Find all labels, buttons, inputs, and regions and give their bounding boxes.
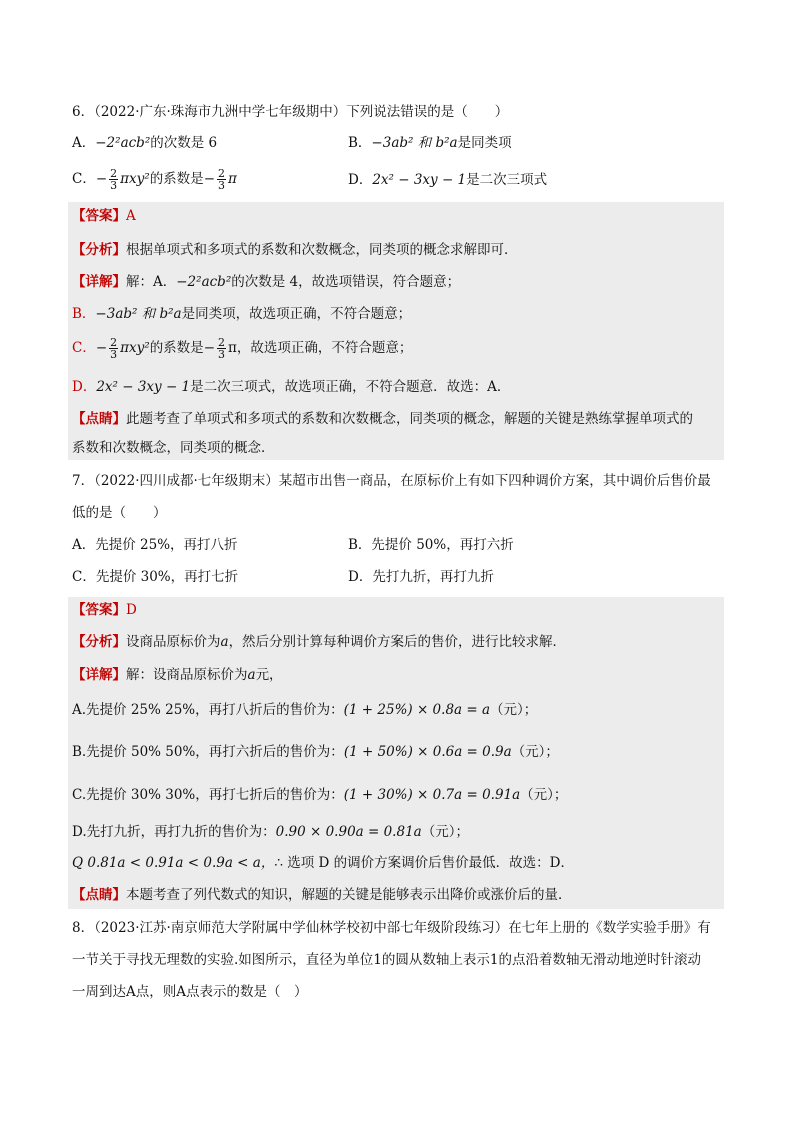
analysis-text: 根据单项式和多项式的系数和次数概念，同类项的概念求解即可．: [126, 242, 518, 258]
q6-option-d-text: 是二次三项式: [466, 172, 548, 188]
q6-option-c-expr: πxy²: [120, 171, 150, 187]
detail-tag: 【详解】: [72, 274, 126, 290]
q6-detail-1: [72, 272, 460, 292]
calc-text: D.先打九折，再打九折的售价为：: [72, 824, 276, 840]
calc-text: （元）；: [421, 824, 469, 840]
q6-option-c-minus: −: [95, 171, 108, 187]
q6-option-a: [72, 133, 217, 153]
q6-option-d: [348, 170, 547, 190]
q6-option-c-text: 的系数是: [149, 171, 204, 187]
q6-detail-4: [72, 377, 510, 397]
q7-option-b: B．先提价 50%，再打六折: [348, 537, 514, 553]
detail-letter: D．: [72, 379, 97, 395]
q8-stem-2: 一节关于寻找无理数的实验.如图所示，直径为单位1的圆从数轴上表示1的点沿着数轴无滑动地逆时针滚动: [72, 952, 701, 968]
calc-text: B.先提价 50% 50%，再打六折后的售价为：: [72, 744, 344, 760]
q7-option-d: D．先打九折，再打九折: [348, 569, 494, 585]
q6-analysis: [72, 240, 518, 260]
q6-option-a-letter: A．: [72, 135, 96, 151]
q7-option-c: C．先提价 30%，再打七折: [72, 569, 239, 585]
analysis-tag: 【分析】: [72, 242, 126, 258]
comment-tag: 【点睛】: [72, 411, 126, 427]
q7-comment: [72, 885, 572, 905]
q8-stem-1: 8．（2023·江苏·南京师范大学附属中学仙林学校初中部七年级阶段练习）在七年上册的《数学实验手册》有: [72, 920, 711, 936]
fraction-numerator: 2: [110, 336, 118, 349]
detail-expr: −3ab² 和 b²a: [95, 306, 182, 322]
detail-text: 元，: [255, 667, 283, 683]
calc-expr: (1 + 30%) × 0.7a = 0.91a: [343, 787, 521, 803]
comment-tag: 【点睛】: [72, 887, 126, 903]
detail-expr: πxy²: [120, 340, 150, 356]
calc-text: C.先提价 30% 30%，再打七折后的售价为：: [72, 787, 344, 803]
detail-expr: 2x² − 3xy − 1: [96, 379, 191, 395]
q7-line-b: [72, 742, 559, 762]
conclusion-text: ∴ 选项 D 的调价方案调价后售价最低．故选：D．: [274, 855, 574, 871]
q7-conclusion: [72, 853, 574, 873]
detail-expr: −2²acb²: [176, 274, 232, 290]
q6-option-a-text: 的次数是 6: [150, 135, 218, 151]
detail-letter: C．: [72, 340, 96, 356]
q6-comment-1: [72, 409, 693, 429]
q6-option-c: [72, 168, 237, 191]
calc-text: （元）；: [490, 702, 538, 718]
answer-value: A: [126, 208, 136, 224]
calc-text: A.先提价 25% 25%，再打八折后的售价为：: [72, 702, 344, 718]
q7-line-d: [72, 822, 469, 842]
q7-line-a: [72, 700, 537, 720]
fraction-denominator: 3: [110, 348, 118, 361]
q6-option-c-minus2: −: [203, 171, 215, 187]
q6-option-b-expr: −3ab² 和 b²a: [371, 135, 458, 151]
detail-var: a: [247, 667, 256, 683]
detail-text: 是二次三项式，故选项正确，不符合题意．故选：A．: [190, 379, 511, 395]
analysis-tag: 【分析】: [72, 634, 126, 650]
conclusion-expr: Q 0.81a < 0.91a < 0.9a < a，: [72, 855, 275, 871]
q6-option-b-letter: B．: [348, 135, 372, 151]
calc-expr: (1 + 50%) × 0.6a = 0.9a: [343, 744, 512, 760]
q7-detail: [72, 665, 283, 685]
calc-text: （元）；: [511, 744, 559, 760]
detail-text: π，故选项正确，不符合题意；: [228, 340, 413, 356]
answer-tag: 【答案】: [72, 602, 126, 618]
q7-analysis: [72, 632, 566, 652]
q7-answer: [72, 600, 137, 620]
detail-text: 解：设商品原标价为: [126, 667, 248, 683]
detail-text: 解：A．: [126, 274, 177, 290]
q6-option-b-text: 是同类项: [457, 135, 512, 151]
detail-text: 的系数是: [149, 340, 204, 356]
detail-fraction2: [217, 337, 226, 360]
detail-minus: −: [95, 340, 108, 356]
q6-option-c-pi: π: [228, 171, 237, 187]
q6-detail-3: [72, 337, 412, 360]
q6-option-d-expr: 2x² − 3xy − 1: [372, 172, 467, 188]
comment-text: 本题考查了列代数式的知识，解题的关键是能够表示出降价或涨价后的量．: [126, 887, 572, 903]
detail-text: 的次数是 4，故选项错误，符合题意；: [231, 274, 461, 290]
detail-minus: −: [203, 340, 215, 356]
q6-option-d-letter: D．: [348, 172, 373, 188]
analysis-text: 设商品原标价为: [126, 634, 221, 650]
q7-option-a: A．先提价 25%，再打八折: [72, 537, 238, 553]
q6-option-c-fraction2: [217, 168, 226, 191]
q6-comment-2: 系数和次数概念，同类项的概念．: [72, 440, 275, 456]
detail-letter: B．: [72, 306, 96, 322]
fraction-numerator: 2: [218, 336, 225, 349]
q6-detail-2: [72, 304, 411, 324]
q7-line-c: [72, 785, 567, 805]
answer-tag: 【答案】: [72, 208, 126, 224]
fraction-numerator: 2: [110, 167, 118, 180]
detail-fraction: [109, 337, 118, 360]
calc-expr: (1 + 25%) × 0.8a = a: [343, 702, 491, 718]
fraction-denominator: 3: [218, 179, 225, 192]
q7-stem-2: 低的是（ ）: [72, 505, 167, 521]
analysis-var: a: [220, 634, 229, 650]
q7-stem-1: 7．（2022·四川成都·七年级期末）某超市出售一商品，在原标价上有如下四种调价方案，其中调价后售价最: [72, 473, 711, 489]
fraction-numerator: 2: [218, 167, 225, 180]
calc-text: （元）；: [520, 787, 568, 803]
calc-expr: 0.90 × 0.90a = 0.81a: [275, 824, 422, 840]
q6-stem: 6．（2022·广东·珠海市九洲中学七年级期中）下列说法错误的是（ ）: [72, 104, 509, 120]
q6-option-a-expr: −2²acb²: [95, 135, 151, 151]
fraction-denominator: 3: [110, 179, 118, 192]
q6-option-b: [348, 133, 512, 153]
analysis-text: ，然后分别计算每种调价方案后的售价，进行比较求解．: [228, 634, 567, 650]
detail-tag: 【详解】: [72, 667, 126, 683]
comment-text: 此题考查了单项式和多项式的系数和次数概念，同类项的概念，解题的关键是熟练掌握单项式的: [126, 411, 693, 427]
q6-answer: [72, 206, 136, 226]
detail-text: 是同类项，故选项正确，不符合题意；: [181, 306, 412, 322]
q8-stem-3: 一周到达A点，则A点表示的数是（ ）: [72, 984, 308, 1000]
q6-option-c-fraction: [109, 168, 118, 191]
fraction-denominator: 3: [218, 348, 225, 361]
q6-option-c-letter: C．: [72, 171, 96, 187]
answer-value: D: [126, 602, 137, 618]
